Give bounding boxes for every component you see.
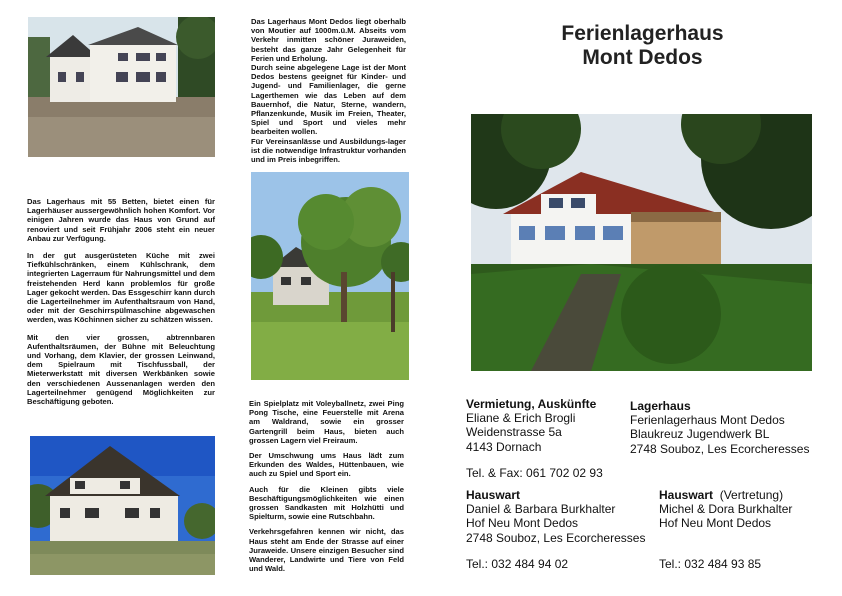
contact-warden	[466, 488, 645, 571]
contact-line: Weidenstrasse 5a	[466, 425, 562, 440]
contact-line: 4143 Dornach	[466, 439, 542, 454]
photo-house-front	[28, 17, 215, 157]
contact-line: Eliane & Erich Brogli	[466, 411, 576, 426]
contact-line: Michel & Dora Burkhalter	[659, 502, 793, 517]
contact-warden-substitute	[659, 488, 792, 571]
photo-house-main	[471, 114, 812, 371]
outdoor-paragraph: Verkehrsgefahren kennen wir nicht, das Haus steht am Ende der Strasse auf einer Juraweide. Unsere einzigen Besucher sind Wanderer, Landwirte und Tiere von Feld und Wald.	[249, 527, 404, 574]
contact-house	[630, 399, 809, 456]
facilities-paragraph: In der gut ausgerüsteten Küche mit zwei Tiefkühlschränken, einem Kühlschrank, dem integrierten Lagerraum für Nahrungsmittel und dem freistehenden Herd kann problemlos für große Lager gekocht werden. Das Essgeschirr kann durch die Lagerteilnehmer im Aufenthaltsraum von Hand, oder mit der Geschirrspülmaschine abgewaschen werden, was Köchinnen sicher zu schätzen wissen.	[27, 251, 215, 325]
contact-heading: Lagerhaus	[630, 399, 691, 413]
intro-paragraph: Das Lagerhaus Mont Dedos liegt oberhalb von Moutier auf 1000m.ü.M. Abseits vom Verkehr inmitten schöner Juraweiden, besteht das ganze Jahr Gelegenheit für Ferien und Erholung.	[251, 17, 406, 63]
contact-line: Hof Neu Mont Dedos	[466, 516, 579, 531]
contact-qualifier: (Vertretung)	[719, 488, 784, 502]
contact-line: Hof Neu Mont Dedos	[659, 516, 772, 531]
contact-phone: Tel.: 032 484 94 02	[466, 556, 569, 571]
facilities-paragraph: Das Lagerhaus mit 55 Betten, bietet einen für Lagerhäuser aussergewöhnlich hohen Komfort. Vor einigen Jahren wurde das Haus von Grund auf renoviert und seit Frühjahr 2006 steht ein neuer Anbau zur Verfügung.	[27, 197, 215, 243]
contact-phone: Tel.: 032 484 93 85	[659, 556, 762, 571]
title-line: Mont Dedos	[582, 46, 703, 69]
contact-line: 2748 Souboz, Les Ecorcheresses	[466, 530, 646, 545]
outdoor-paragraph: Der Umschwung ums Haus lädt zum Erkunden des Waldes, Hüttenbauen, wie auch zu Spiel und Sport ein.	[249, 451, 404, 479]
text-outdoor	[249, 399, 404, 579]
outdoor-paragraph: Auch für die Kleinen gibts viele Beschäftigungsmöglichkeiten wie einen grossen Sandkasten mit Holzhütti und Spielturm, sowie eine Rutschbahn.	[249, 484, 404, 522]
text-facilities	[27, 197, 215, 412]
title-line: Ferienlagerhaus	[561, 22, 724, 45]
contact-line: Daniel & Barbara Burkhalter	[466, 502, 616, 517]
photo-house-side	[30, 436, 215, 575]
facilities-paragraph: Mit den vier grossen, abtrennbaren Aufenthaltsräumen, der Bühne mit Beleuchtung und Vorhang, dem Klavier, der grossen Leinwand, dem Spielraum mit Tischfussball, der Mieterwerkstatt mit diversen Werkbänken sowie den verschiedenen Aussenanlagen werden den Lagerteilnehmer genügend Möglichkeiten zur Beschäftigung geboten.	[27, 332, 215, 407]
contact-phone: Tel. & Fax: 061 702 02 93	[466, 465, 603, 480]
contact-heading: Hauswart	[659, 488, 714, 502]
intro-paragraph: Für Vereinsanlässe und Ausbildungs-lager ist die notwendige Infrastruktur vorhanden und im Preis inbegriffen.	[251, 136, 406, 165]
photo-garden-trees	[251, 172, 409, 380]
contact-line: Ferienlagerhaus Mont Dedos	[630, 413, 785, 428]
intro-paragraph: Durch seine abgelegene Lage ist der Mont Dedos bestens geeignet für Kinder- und Jugend- und Familienlager, die gerne Lagerthemen wie das Leben auf dem Bauernhof, die Natur, Sterne, wandern, Pflanzenkunde, Musik im Freien, Theater, Spiel und Sport und vieles mehr bearbeiten wollen.	[251, 63, 406, 137]
page-title	[520, 22, 765, 70]
outdoor-paragraph: Ein Spielplatz mit Voleyballnetz, zwei Ping Pong Tische, eine Feuerstelle mit Arena am Waldrand, sowie ein grosser Gartengrill beim Haus, bieten auch grossen Lagern viel Freiraum.	[249, 399, 404, 445]
contact-rental	[466, 397, 603, 480]
text-intro	[251, 17, 406, 164]
contact-heading: Hauswart	[466, 488, 521, 502]
contact-heading: Vermietung, Auskünfte	[466, 397, 597, 411]
contact-line: 2748 Souboz, Les Ecorcheresses	[630, 441, 810, 456]
contact-line: Blaukreuz Jugendwerk BL	[630, 427, 770, 442]
